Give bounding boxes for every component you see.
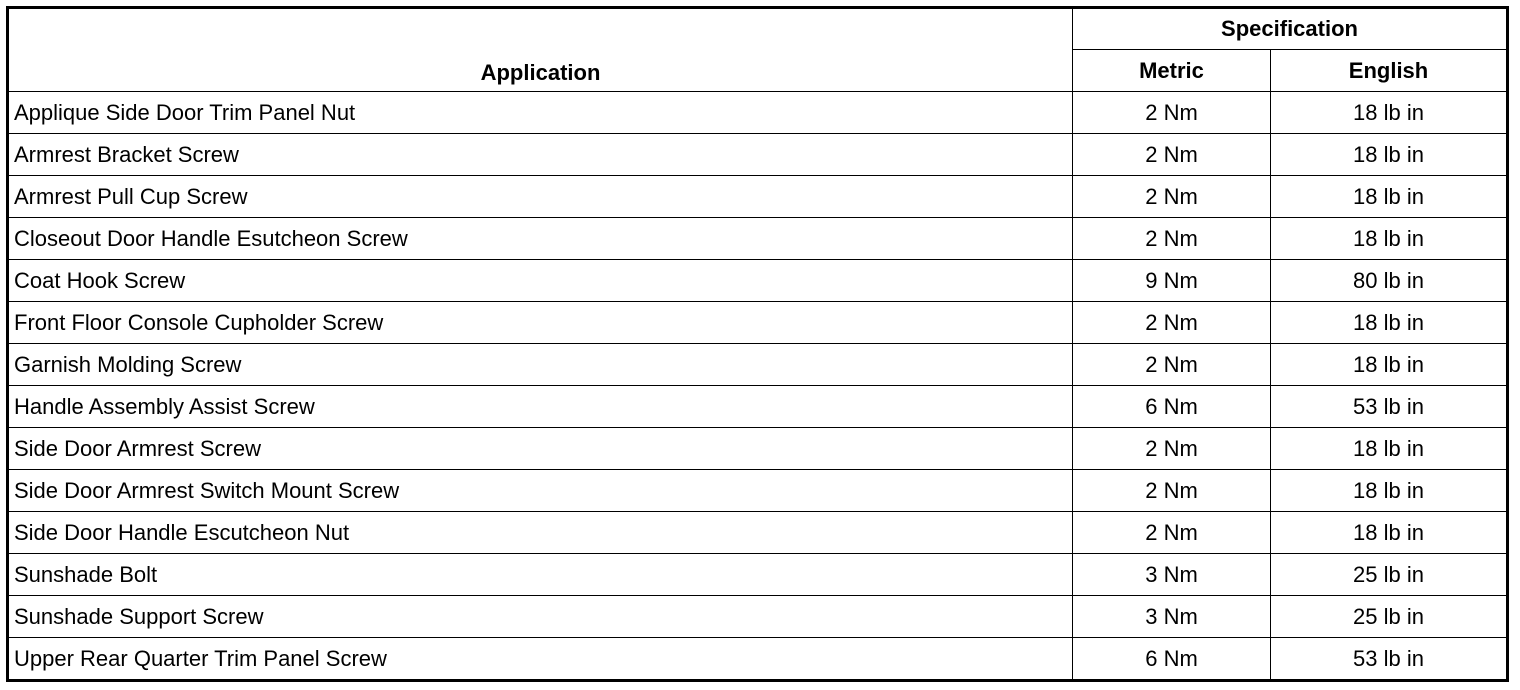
cell-application: Side Door Handle Escutcheon Nut <box>8 512 1073 554</box>
cell-application: Side Door Armrest Switch Mount Screw <box>8 470 1073 512</box>
cell-english: 18 lb in <box>1271 134 1508 176</box>
table-row <box>8 638 1508 681</box>
cell-metric: 2 Nm <box>1073 92 1271 134</box>
table-row <box>8 344 1508 386</box>
cell-english: 25 lb in <box>1271 596 1508 638</box>
table-row <box>8 554 1508 596</box>
cell-metric: 6 Nm <box>1073 638 1271 681</box>
cell-metric: 2 Nm <box>1073 218 1271 260</box>
cell-english: 18 lb in <box>1271 218 1508 260</box>
cell-english: 18 lb in <box>1271 428 1508 470</box>
cell-metric: 9 Nm <box>1073 260 1271 302</box>
cell-application: Sunshade Support Screw <box>8 596 1073 638</box>
cell-metric: 2 Nm <box>1073 344 1271 386</box>
table-row <box>8 428 1508 470</box>
cell-metric: 2 Nm <box>1073 470 1271 512</box>
table-row <box>8 176 1508 218</box>
table-row <box>8 386 1508 428</box>
table-row <box>8 596 1508 638</box>
cell-application: Front Floor Console Cupholder Screw <box>8 302 1073 344</box>
table-row <box>8 134 1508 176</box>
column-header-english: English <box>1271 50 1508 92</box>
table-row <box>8 470 1508 512</box>
table-row <box>8 218 1508 260</box>
header-row-top <box>8 8 1508 50</box>
cell-application: Coat Hook Screw <box>8 260 1073 302</box>
cell-metric: 6 Nm <box>1073 386 1271 428</box>
cell-metric: 2 Nm <box>1073 428 1271 470</box>
cell-english: 18 lb in <box>1271 344 1508 386</box>
cell-english: 18 lb in <box>1271 512 1508 554</box>
table-row <box>8 302 1508 344</box>
cell-application: Sunshade Bolt <box>8 554 1073 596</box>
cell-english: 18 lb in <box>1271 470 1508 512</box>
cell-application: Armrest Pull Cup Screw <box>8 176 1073 218</box>
cell-application: Upper Rear Quarter Trim Panel Screw <box>8 638 1073 681</box>
cell-application: Armrest Bracket Screw <box>8 134 1073 176</box>
cell-metric: 2 Nm <box>1073 176 1271 218</box>
cell-english: 18 lb in <box>1271 176 1508 218</box>
cell-metric: 3 Nm <box>1073 596 1271 638</box>
cell-application: Side Door Armrest Screw <box>8 428 1073 470</box>
cell-metric: 2 Nm <box>1073 134 1271 176</box>
column-header-application: Application <box>8 8 1073 92</box>
torque-specification-table <box>6 6 1509 682</box>
table-row <box>8 512 1508 554</box>
cell-english: 18 lb in <box>1271 302 1508 344</box>
table-row <box>8 92 1508 134</box>
cell-application: Garnish Molding Screw <box>8 344 1073 386</box>
cell-english: 53 lb in <box>1271 386 1508 428</box>
cell-english: 25 lb in <box>1271 554 1508 596</box>
table-body <box>8 92 1508 681</box>
cell-english: 53 lb in <box>1271 638 1508 681</box>
table-header <box>8 8 1508 92</box>
cell-metric: 3 Nm <box>1073 554 1271 596</box>
column-header-metric: Metric <box>1073 50 1271 92</box>
column-header-specification: Specification <box>1073 8 1508 50</box>
cell-english: 18 lb in <box>1271 92 1508 134</box>
cell-metric: 2 Nm <box>1073 302 1271 344</box>
cell-english: 80 lb in <box>1271 260 1508 302</box>
cell-application: Handle Assembly Assist Screw <box>8 386 1073 428</box>
cell-application: Applique Side Door Trim Panel Nut <box>8 92 1073 134</box>
cell-metric: 2 Nm <box>1073 512 1271 554</box>
table-row <box>8 260 1508 302</box>
cell-application: Closeout Door Handle Esutcheon Screw <box>8 218 1073 260</box>
